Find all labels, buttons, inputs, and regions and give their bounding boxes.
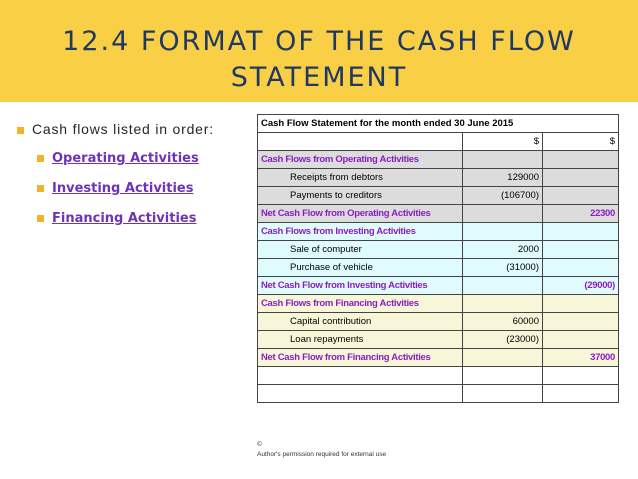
table-row: Net Cash Flow from Operating Activities 22300 <box>258 205 619 223</box>
bullet-square-icon <box>37 155 44 162</box>
copyright-footer <box>257 440 386 460</box>
bullet-square-icon <box>37 185 44 192</box>
bullet-square-icon <box>37 215 44 222</box>
title-line-1: 12.4 FORMAT OF THE CASH FLOW <box>62 26 576 57</box>
table-row: Cash Flows from Financing Activities <box>258 295 619 313</box>
table-row-empty <box>258 385 619 403</box>
slide-title <box>0 24 638 96</box>
link-investing-activities[interactable]: Investing Activities <box>37 181 193 196</box>
table-row: Cash Flows from Investing Activities <box>258 223 619 241</box>
cash-flow-table <box>257 114 619 403</box>
table-row: Net Cash Flow from Financing Activities 37000 <box>258 349 619 367</box>
table-row: Net Cash Flow from Investing Activities (29000) <box>258 277 619 295</box>
table-row: Loan repayments (23000) <box>258 331 619 349</box>
main-bullet-text: Cash flows listed in order: <box>32 121 214 137</box>
table-row: Sale of computer 2000 <box>258 241 619 259</box>
permission-note: Author's permission required for external use <box>257 451 387 458</box>
table-caption: Cash Flow Statement for the month ended 30 June 2015 <box>258 115 619 133</box>
copyright-symbol: © <box>257 441 262 448</box>
table-header-row <box>258 133 619 151</box>
table-row: Cash Flows from Operating Activities <box>258 151 619 169</box>
link-operating-activities[interactable]: Operating Activities <box>37 151 199 166</box>
table-caption-row <box>258 115 619 133</box>
table-row-empty <box>258 367 619 385</box>
link-financing-activities[interactable]: Financing Activities <box>37 211 196 226</box>
main-bullet <box>17 121 214 137</box>
col-header-2: $ <box>543 133 619 151</box>
table-row: Capital contribution 60000 <box>258 313 619 331</box>
table-row: Purchase of vehicle (31000) <box>258 259 619 277</box>
table-row: Receipts from debtors 129000 <box>258 169 619 187</box>
bullet-square-icon <box>17 127 24 134</box>
table-row: Payments to creditors (106700) <box>258 187 619 205</box>
col-header-1: $ <box>463 133 543 151</box>
title-line-2: STATEMENT <box>230 62 408 93</box>
